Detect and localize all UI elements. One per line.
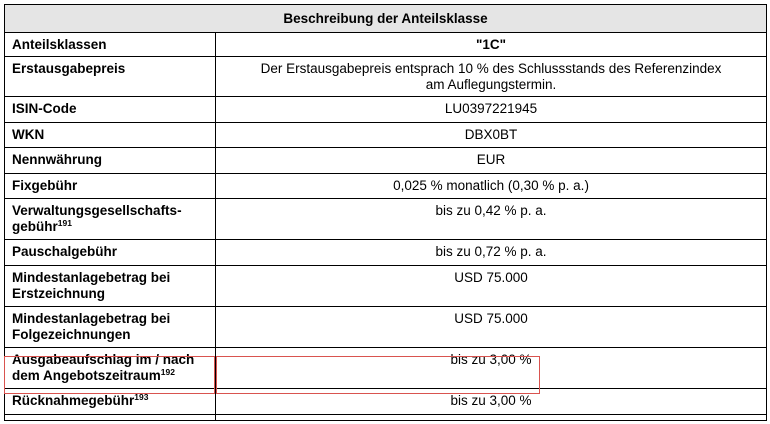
table-title: Beschreibung der Anteilsklasse [5,5,767,33]
row-label-text: Rücknahmegebühr [12,393,135,408]
row-label-line2: Folgezeichnungen [12,327,131,342]
row-value: 0,025 % monatlich (0,30 % p. a.) [216,174,767,199]
row-value: bis zu 3,00 % [216,389,767,415]
row-label-line2: gebühr [12,219,58,234]
row-label-line1: Verwaltungsgesellschafts- [12,203,182,218]
row-value: LU0397221945 [216,97,767,123]
table-row [5,123,767,148]
row-value: Der Erstausgabepreis entsprach 10 % des Schlussstands des Referenzindex am Auflegungstermin. [216,57,767,97]
row-value: USD 75.000 [216,307,767,348]
table-row [5,240,767,266]
row-label-line1: Mindestanlagebetrag bei [12,311,171,326]
row-value: USD 75.000 [216,266,767,307]
table-row [5,97,767,123]
footnote-ref: 191 [57,218,72,228]
table-row-cut-off [5,415,767,421]
table-row-highlighted [5,348,767,389]
table-row [5,266,767,307]
table-row [5,174,767,199]
row-label-line1: Ausgabeaufschlag im / nach [12,352,195,367]
row-label-line2: dem Angebotszeitraum [12,368,161,383]
row-value-empty [216,415,767,421]
row-value: bis zu 0,42 % p. a. [216,199,767,240]
row-label [5,307,216,348]
table-header-row [5,5,767,33]
row-label [5,266,216,307]
row-value: "1C" [216,33,767,57]
table-row [5,307,767,348]
table-row [5,199,767,240]
row-label: WKN [5,123,216,148]
table-row [5,57,767,97]
row-label: ISIN-Code [5,97,216,123]
footnote-ref: 192 [160,367,175,377]
row-label: Pauschalgebühr [5,240,216,266]
row-label-line1: Mindestanlagebetrag bei [12,270,171,285]
row-label [5,348,216,389]
row-label [5,199,216,240]
table-row [5,389,767,415]
row-value: bis zu 3,00 % [216,348,767,389]
row-label-line2: Erstzeichnung [12,286,106,301]
row-value: EUR [216,148,767,174]
row-value: bis zu 0,72 % p. a. [216,240,767,266]
table-row [5,33,767,57]
row-label: Nennwährung [5,148,216,174]
row-value: DBX0BT [216,123,767,148]
row-label-empty [5,415,216,421]
row-label: Erstausgabepreis [5,57,216,97]
row-label [5,389,216,415]
table-row [5,148,767,174]
share-class-table [4,4,767,421]
row-label: Anteilsklassen [5,33,216,57]
footnote-ref: 193 [134,392,149,402]
row-label: Fixgebühr [5,174,216,199]
